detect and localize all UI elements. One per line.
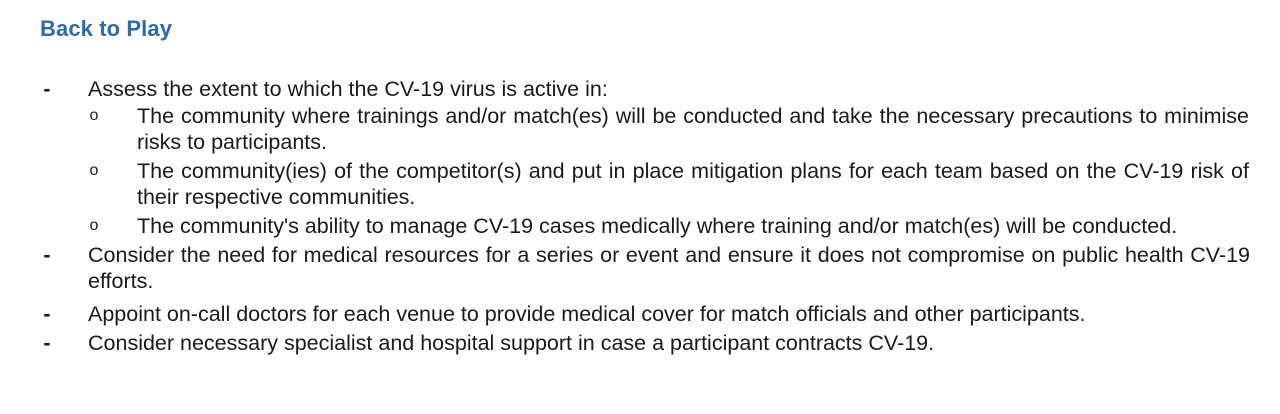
dash-bullet: - bbox=[43, 77, 51, 101]
section-heading: Back to Play bbox=[40, 16, 173, 41]
list-item-text: Consider necessary specialist and hospital support in case a participant contracts CV-19. bbox=[88, 331, 935, 355]
circle-bullet: o bbox=[89, 217, 99, 234]
circle-bullet: o bbox=[89, 107, 99, 124]
bullet-list bbox=[0, 76, 1280, 356]
list-item bbox=[0, 76, 1280, 239]
list-item bbox=[0, 301, 1280, 327]
list-item-text: Appoint on-call doctors for each venue to provide medical cover for match officials and other participants. bbox=[88, 302, 1086, 326]
sub-list-item bbox=[0, 103, 1280, 155]
list-item-text: Consider the need for medical resources for a series or event and ensure it does not compromise on public health CV-19 efforts. bbox=[88, 243, 1250, 293]
sub-list bbox=[0, 103, 1280, 239]
list-item bbox=[0, 330, 1280, 356]
sub-list-item bbox=[0, 158, 1280, 210]
circle-bullet: o bbox=[89, 162, 99, 179]
sub-list-item-text: The community's ability to manage CV-19 cases medically where training and/or match(es) will be conducted. bbox=[137, 214, 1178, 238]
sub-list-item-text: The community where trainings and/or match(es) will be conducted and take the necessary precautions to minimise risks to participants. bbox=[137, 104, 1249, 154]
dash-bullet: - bbox=[43, 243, 51, 267]
sub-list-item bbox=[0, 213, 1280, 239]
list-item-text: Assess the extent to which the CV-19 virus is active in: bbox=[88, 77, 608, 101]
dash-bullet: - bbox=[43, 302, 51, 326]
dash-bullet: - bbox=[43, 331, 51, 355]
list-item bbox=[0, 242, 1280, 294]
sub-list-item-text: The community(ies) of the competitor(s) and put in place mitigation plans for each team based on the CV-19 risk of their respective communities. bbox=[137, 159, 1249, 209]
